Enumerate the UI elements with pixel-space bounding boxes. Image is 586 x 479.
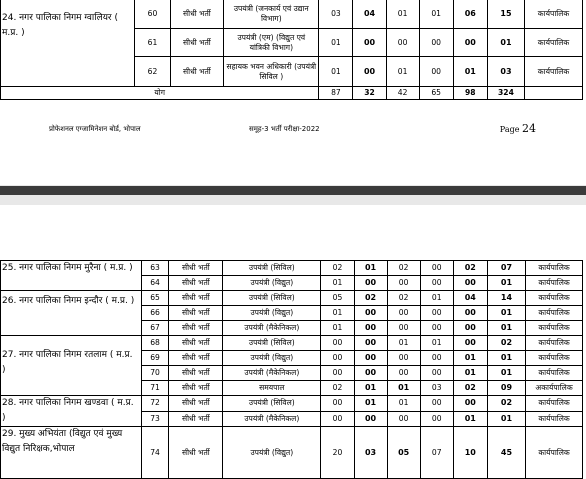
count-cell: 00	[354, 306, 387, 321]
serial-cell: 65	[141, 291, 169, 306]
count-cell: 01	[319, 57, 353, 87]
count-cell: 00	[420, 306, 453, 321]
mode-cell: सीधी भर्ती	[170, 0, 224, 29]
count-cell: 01	[387, 336, 420, 351]
post-cell: उपयंत्री (विद्युत)	[223, 276, 321, 291]
category-cell: कार्यपालिक	[526, 261, 583, 276]
count-cell: 10	[453, 427, 487, 479]
count-cell: 00	[420, 411, 453, 427]
category-cell: कार्यपालिक	[526, 336, 583, 351]
count-cell: 02	[354, 291, 387, 306]
total-row	[1, 87, 583, 100]
count-cell: 01	[420, 336, 453, 351]
count-cell: 01	[453, 411, 487, 427]
count-cell: 00	[387, 366, 420, 381]
count-cell: 01	[387, 396, 420, 412]
post-cell: उपयंत्री (सिविल)	[223, 291, 321, 306]
count-cell: 00	[321, 336, 354, 351]
serial-cell: 64	[141, 276, 169, 291]
post-cell: उपयंत्री (विद्युत)	[223, 427, 321, 479]
count-cell: 01	[419, 0, 453, 29]
page-separator	[0, 185, 586, 205]
footer-page-number	[500, 122, 536, 135]
count-cell: 00	[420, 366, 453, 381]
count-cell: 01	[453, 57, 487, 87]
count-cell: 00	[354, 351, 387, 366]
org-name-cell: 28. नगर पालिका निगम खण्डवा ( म.प्र. )	[1, 396, 142, 427]
mode-cell: सीधी भर्ती	[169, 291, 223, 306]
count-cell: 06	[453, 0, 487, 29]
table-row	[1, 396, 583, 412]
mode-cell: सीधी भर्ती	[169, 276, 223, 291]
post-cell: सहायक भवन अधिकारी (उपयंत्री सिविल )	[224, 57, 319, 87]
total-cell: 09	[487, 381, 525, 396]
count-cell: 00	[420, 321, 453, 336]
total-cell: 01	[487, 306, 525, 321]
count-cell: 01	[386, 57, 419, 87]
count-cell: 01	[321, 306, 354, 321]
mode-cell: सीधी भर्ती	[169, 321, 223, 336]
mode-cell: सीधी भर्ती	[169, 381, 223, 396]
total-cell: 01	[487, 411, 525, 427]
post-cell: उपयंत्री (मैकेनिकल)	[223, 321, 321, 336]
count-cell: 02	[453, 381, 487, 396]
page-24-fragment	[0, 0, 586, 185]
total-empty-cell	[525, 87, 583, 100]
count-cell: 07	[420, 427, 453, 479]
total-cell: 01	[487, 366, 525, 381]
page-footer	[49, 122, 536, 135]
total-cell: 01	[487, 276, 525, 291]
serial-cell: 72	[141, 396, 169, 412]
category-cell: कार्यपालिक	[526, 351, 583, 366]
count-cell: 03	[319, 0, 353, 29]
total-cell: 01	[487, 29, 524, 57]
org-name-cell: 26. नगर पालिका निगम इन्दौर ( म.प्र. )	[1, 291, 142, 336]
org-name-cell: 29. मुख्य अभियंता (विद्युत एवं मुख्य विद्युत निरिक्षक,भोपाल	[1, 427, 142, 479]
count-cell: 02	[321, 381, 354, 396]
mode-cell: सीधी भर्ती	[169, 366, 223, 381]
post-cell: उपयंत्री (सिविल)	[223, 396, 321, 412]
count-cell: 00	[420, 276, 453, 291]
total-cell: 02	[487, 396, 525, 412]
category-cell: कार्यपालिक	[526, 427, 583, 479]
category-cell: कार्यपालिक	[526, 306, 583, 321]
serial-cell: 68	[141, 336, 169, 351]
post-cell: उपयंत्री (मैकेनिकल)	[223, 366, 321, 381]
count-cell: 04	[353, 0, 386, 29]
table-row	[1, 336, 583, 351]
category-cell: कार्यपालिक	[525, 57, 583, 87]
mode-cell: सीधी भर्ती	[170, 57, 224, 87]
count-cell: 00	[354, 411, 387, 427]
count-cell: 00	[419, 29, 453, 57]
count-cell: 00	[321, 366, 354, 381]
count-cell: 00	[353, 57, 386, 87]
category-cell: कार्यपालिक	[526, 276, 583, 291]
count-cell: 01	[386, 0, 419, 29]
bottom-vacancy-table	[0, 260, 583, 479]
count-cell: 00	[387, 306, 420, 321]
post-cell: उपयंत्री (विद्युत)	[223, 306, 321, 321]
mode-cell: सीधी भर्ती	[169, 411, 223, 427]
count-cell: 01	[354, 396, 387, 412]
count-cell: 00	[321, 351, 354, 366]
count-cell: 05	[387, 427, 420, 479]
table-row	[1, 427, 583, 479]
category-cell: कार्यपालिक	[526, 321, 583, 336]
count-cell: 00	[453, 29, 487, 57]
category-cell: कार्यपालिक	[526, 396, 583, 412]
serial-cell: 66	[141, 306, 169, 321]
total-value-cell: 324	[487, 87, 524, 100]
count-cell: 05	[321, 291, 354, 306]
count-cell: 00	[321, 411, 354, 427]
count-cell: 01	[321, 276, 354, 291]
count-cell: 00	[387, 276, 420, 291]
mode-cell: सीधी भर्ती	[169, 427, 223, 479]
count-cell: 00	[387, 351, 420, 366]
count-cell: 00	[354, 366, 387, 381]
category-cell: अकार्यपालिक	[526, 381, 583, 396]
mode-cell: सीधी भर्ती	[169, 261, 223, 276]
mode-cell: सीधी भर्ती	[169, 336, 223, 351]
serial-cell: 69	[141, 351, 169, 366]
total-cell: 45	[487, 427, 525, 479]
count-cell: 02	[453, 261, 487, 276]
post-cell: उपयंत्री (जनकार्य एवं उद्यान विभाग)	[224, 0, 319, 29]
total-label-cell: योग	[1, 87, 319, 100]
total-value-cell: 42	[386, 87, 419, 100]
count-cell: 00	[387, 321, 420, 336]
page-gap-band	[0, 186, 586, 195]
mode-cell: सीधी भर्ती	[170, 29, 224, 57]
post-cell: समयपाल	[223, 381, 321, 396]
count-cell: 00	[420, 261, 453, 276]
count-cell: 00	[453, 396, 487, 412]
page-number-value: 24	[522, 122, 536, 135]
category-cell: कार्यपालिक	[525, 29, 583, 57]
serial-cell: 62	[135, 57, 170, 87]
mode-cell: सीधी भर्ती	[169, 351, 223, 366]
footer-organization: प्रोफेशनल एग्जामिनेशन बोर्ड, भोपाल	[49, 125, 141, 133]
serial-cell: 74	[141, 427, 169, 479]
org-name-cell: 24. नगर पालिका निगम ग्वालियर ( म.प्र. )	[1, 0, 135, 87]
count-cell: 03	[420, 381, 453, 396]
serial-cell: 67	[141, 321, 169, 336]
total-cell: 03	[487, 57, 524, 87]
post-cell: उपयंत्री (सिविल)	[223, 336, 321, 351]
table-row	[1, 261, 583, 276]
total-value-cell: 87	[319, 87, 353, 100]
total-cell: 07	[487, 261, 525, 276]
count-cell: 00	[353, 29, 386, 57]
post-cell: उपयंत्री (मैकेनिकल)	[223, 411, 321, 427]
serial-cell: 61	[135, 29, 170, 57]
mode-cell: सीधी भर्ती	[169, 306, 223, 321]
category-cell: कार्यपालिक	[526, 291, 583, 306]
category-cell: कार्यपालिक	[526, 366, 583, 381]
count-cell: 00	[419, 57, 453, 87]
total-cell: 15	[487, 0, 524, 29]
footer-exam-title: समूह-3 भर्ती परीक्षा-2022	[249, 125, 320, 133]
count-cell: 01	[321, 321, 354, 336]
count-cell: 00	[386, 29, 419, 57]
count-cell: 03	[354, 427, 387, 479]
count-cell: 00	[420, 396, 453, 412]
table-row	[1, 291, 583, 306]
serial-cell: 70	[141, 366, 169, 381]
count-cell: 00	[453, 336, 487, 351]
count-cell: 00	[453, 276, 487, 291]
total-value-cell: 32	[353, 87, 386, 100]
count-cell: 01	[453, 366, 487, 381]
serial-cell: 60	[135, 0, 170, 29]
count-cell: 01	[387, 381, 420, 396]
total-value-cell: 65	[419, 87, 453, 100]
total-value-cell: 98	[453, 87, 487, 100]
count-cell: 01	[354, 261, 387, 276]
count-cell: 20	[321, 427, 354, 479]
org-name-cell: 27. नगर पालिका निगम रतलाम ( म.प्र. )	[1, 336, 142, 396]
post-cell: उपयंत्री (एम) (विद्युत एवं यांत्रिकी विभाग)	[224, 29, 319, 57]
count-cell: 00	[354, 276, 387, 291]
count-cell: 01	[354, 381, 387, 396]
post-cell: उपयंत्री (सिविल)	[223, 261, 321, 276]
count-cell: 00	[453, 321, 487, 336]
serial-cell: 71	[141, 381, 169, 396]
count-cell: 00	[354, 336, 387, 351]
serial-cell: 73	[141, 411, 169, 427]
count-cell: 00	[387, 411, 420, 427]
count-cell: 01	[453, 351, 487, 366]
page-word: Page	[499, 125, 520, 134]
count-cell: 00	[354, 321, 387, 336]
post-cell: उपयंत्री (विद्युत)	[223, 351, 321, 366]
serial-cell: 63	[141, 261, 169, 276]
total-cell: 01	[487, 351, 525, 366]
total-cell: 14	[487, 291, 525, 306]
count-cell: 04	[453, 291, 487, 306]
count-cell: 00	[321, 396, 354, 412]
count-cell: 00	[420, 351, 453, 366]
category-cell: कार्यपालिक	[526, 411, 583, 427]
category-cell: कार्यपालिक	[525, 0, 583, 29]
top-vacancy-table	[0, 0, 583, 100]
count-cell: 01	[319, 29, 353, 57]
page-25-fragment	[0, 205, 586, 479]
count-cell: 02	[387, 261, 420, 276]
count-cell: 01	[420, 291, 453, 306]
total-cell: 02	[487, 336, 525, 351]
count-cell: 00	[453, 306, 487, 321]
mode-cell: सीधी भर्ती	[169, 396, 223, 412]
org-name-cell: 25. नगर पालिका निगम मुरैना ( म.प्र. )	[1, 261, 142, 291]
count-cell: 02	[387, 291, 420, 306]
table-row	[1, 0, 583, 29]
count-cell: 02	[321, 261, 354, 276]
total-cell: 01	[487, 321, 525, 336]
